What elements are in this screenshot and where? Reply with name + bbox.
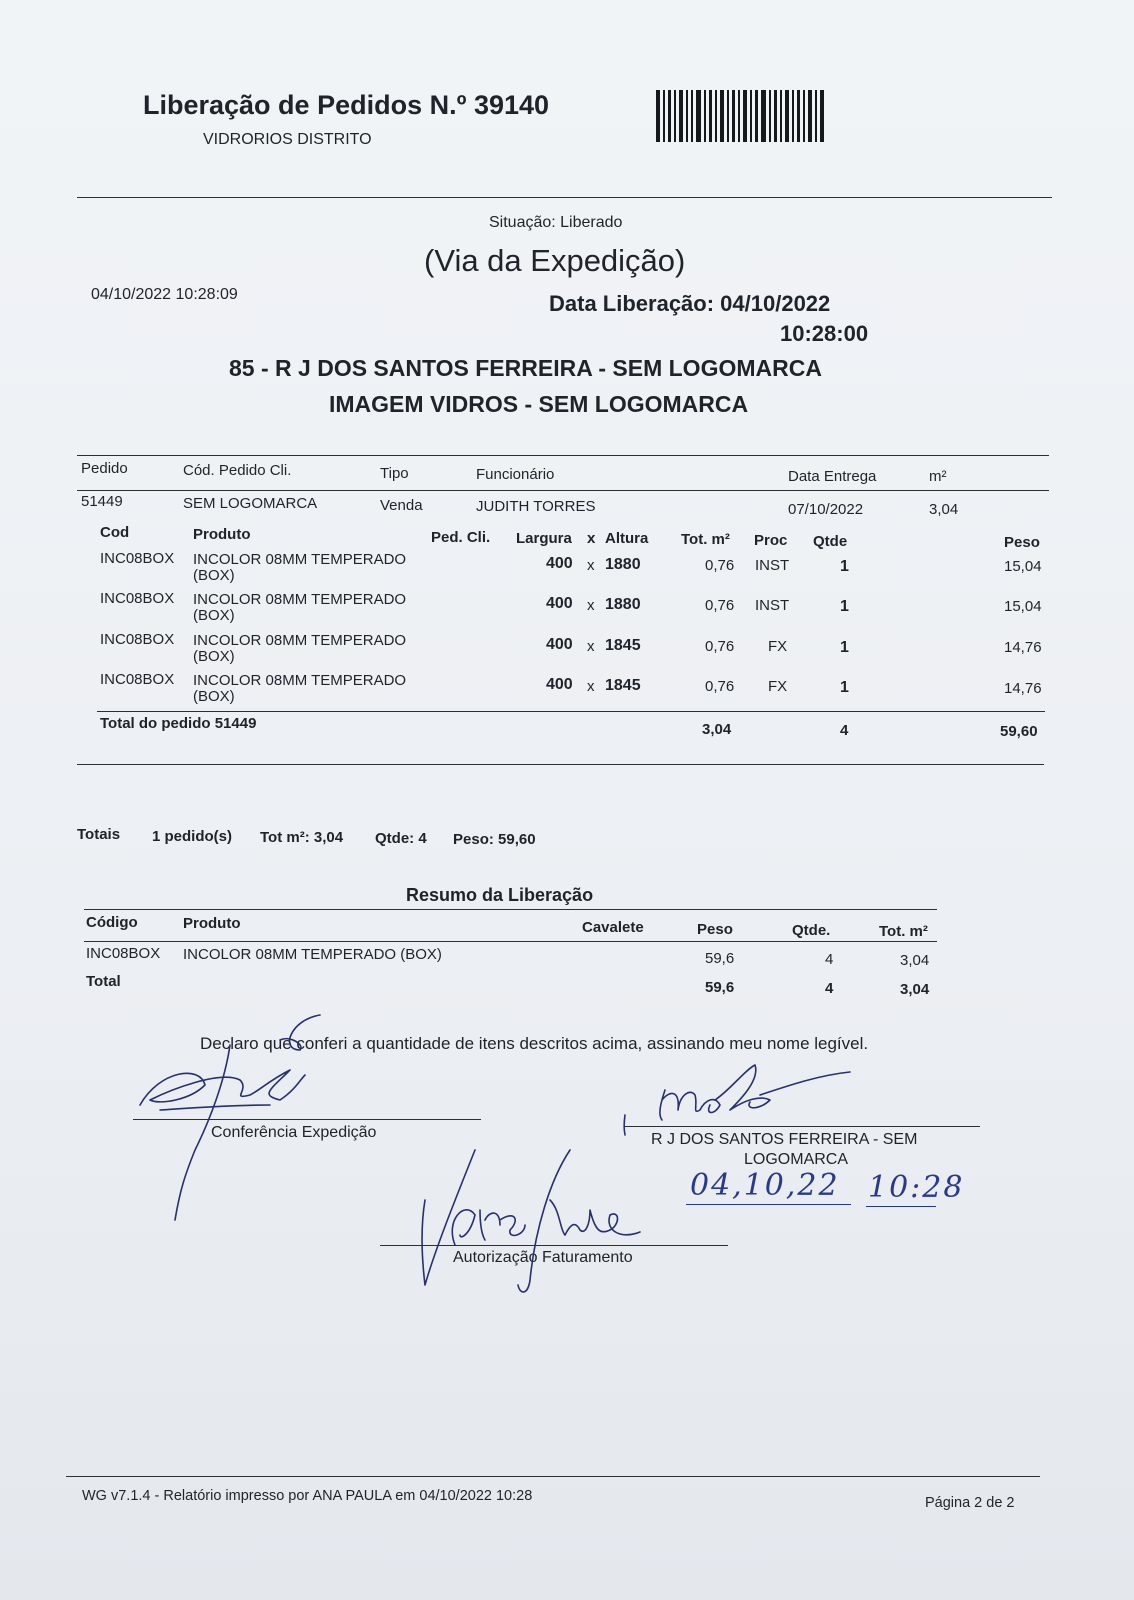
item-altura: 1880 <box>605 596 641 613</box>
item-tot-m2: 0,76 <box>705 678 735 695</box>
summary-col-produto: Produto <box>183 915 241 932</box>
conferencia-signature <box>130 1010 330 1230</box>
order-m2: 3,04 <box>929 501 959 518</box>
item-proc: FX <box>768 678 788 695</box>
summary-title: Resumo da Liberação <box>406 885 594 905</box>
totals-pedidos: 1 pedido(s) <box>152 828 233 845</box>
col-pedido: Pedido <box>81 460 128 477</box>
document-title: Liberação de Pedidos N.º 39140 <box>143 90 550 120</box>
header-divider <box>77 197 1052 198</box>
item-produto: INCOLOR 08MM TEMPERADO <box>193 632 407 649</box>
item-produto: INCOLOR 08MM TEMPERADO <box>193 591 407 608</box>
order-funcionario: JUDITH TORRES <box>476 498 596 515</box>
conferencia-label: Conferência Expedição <box>211 1124 377 1141</box>
summary-total-peso: 59,6 <box>705 979 735 996</box>
items-col-altura: Altura <box>605 530 649 547</box>
item-x: x <box>587 678 595 695</box>
col-cod-pedido-cli: Cód. Pedido Cli. <box>183 462 292 479</box>
order-tipo: Venda <box>380 497 423 514</box>
situation-text: Situação: Liberado <box>489 214 623 231</box>
item-altura: 1880 <box>605 556 641 573</box>
order-data-entrega: 07/10/2022 <box>788 501 864 518</box>
order-total-qtde: 4 <box>840 722 849 739</box>
item-produto: INCOLOR 08MM TEMPERADO <box>193 551 407 568</box>
item-proc: INST <box>755 557 790 574</box>
items-col-peso: Peso <box>1004 534 1040 551</box>
summary-qtde: 4 <box>825 951 834 968</box>
summary-tot-m2: 3,04 <box>900 952 930 969</box>
client-signature <box>620 1060 860 1140</box>
summary-total-label: Total <box>86 973 121 990</box>
item-x: x <box>587 557 595 574</box>
print-timestamp: 04/10/2022 10:28:09 <box>91 286 238 303</box>
footer-printed-by: WG v7.1.4 - Relatório impresso por ANA PAULA em 04/10/2022 10:28 <box>82 1488 533 1504</box>
order-section-end-rule <box>77 764 1044 765</box>
totals-peso: Peso: 59,60 <box>453 831 536 848</box>
client-line-1: 85 - R J DOS SANTOS FERREIRA - SEM LOGOMARCA <box>229 355 822 381</box>
items-col-cod: Cod <box>100 524 130 541</box>
order-table-top-rule <box>77 455 1049 456</box>
summary-codigo: INC08BOX <box>86 945 161 962</box>
items-col-largura: Largura <box>516 530 572 547</box>
item-cod: INC08BOX <box>100 671 175 688</box>
company-name: VIDRORIOS DISTRITO <box>203 131 372 148</box>
item-peso: 15,04 <box>1004 558 1042 575</box>
summary-header-rule <box>84 941 937 942</box>
item-qtde: 1 <box>840 639 849 656</box>
item-largura: 400 <box>546 636 573 653</box>
item-produto-suffix: (BOX) <box>193 648 235 665</box>
summary-produto: INCOLOR 08MM TEMPERADO (BOX) <box>183 946 442 963</box>
via-title: (Via da Expedição) <box>424 243 686 278</box>
item-qtde: 1 <box>840 679 849 696</box>
order-total-peso: 59,60 <box>1000 723 1038 740</box>
item-largura: 400 <box>546 676 573 693</box>
handwritten-time: 10:28 <box>868 1170 965 1205</box>
item-proc: INST <box>755 597 790 614</box>
items-col-produto: Produto <box>193 526 251 543</box>
item-peso: 14,76 <box>1004 639 1042 656</box>
client-line-2: IMAGEM VIDROS - SEM LOGOMARCA <box>329 391 749 417</box>
release-time: 10:28:00 <box>780 321 869 346</box>
footer-page-number: Página 2 de 2 <box>925 1495 1015 1511</box>
barcode <box>656 90 828 144</box>
item-cod: INC08BOX <box>100 631 175 648</box>
item-altura: 1845 <box>605 637 641 654</box>
item-largura: 400 <box>546 555 573 572</box>
handwritten-date: 04,10,22 <box>690 1168 840 1203</box>
client-signature-label-1: R J DOS SANTOS FERREIRA - SEM <box>651 1131 918 1148</box>
item-x: x <box>587 638 595 655</box>
order-total-m2: 3,04 <box>702 721 732 738</box>
items-col-qtde: Qtde <box>813 533 848 550</box>
items-col-ped-cli: Ped. Cli. <box>431 529 491 546</box>
summary-total-qtde: 4 <box>825 980 834 997</box>
items-col-x: x <box>587 530 596 547</box>
item-tot-m2: 0,76 <box>705 557 735 574</box>
summary-col-tot-m2: Tot. m² <box>879 923 928 940</box>
summary-col-qtde: Qtde. <box>792 922 831 939</box>
order-table-header-rule <box>77 490 1049 491</box>
col-tipo: Tipo <box>380 465 409 482</box>
item-produto-suffix: (BOX) <box>193 567 235 584</box>
order-total-label: Total do pedido 51449 <box>100 715 257 732</box>
item-tot-m2: 0,76 <box>705 638 735 655</box>
col-funcionario: Funcionário <box>476 466 555 483</box>
item-produto: INCOLOR 08MM TEMPERADO <box>193 672 407 689</box>
col-m2: m² <box>929 468 947 485</box>
summary-col-cavalete: Cavalete <box>582 919 644 936</box>
order-cod-pedido-cli: SEM LOGOMARCA <box>183 495 318 512</box>
item-produto-suffix: (BOX) <box>193 607 235 624</box>
summary-top-rule <box>84 909 937 910</box>
item-qtde: 1 <box>840 598 849 615</box>
summary-col-codigo: Código <box>86 914 138 931</box>
summary-peso: 59,6 <box>705 950 735 967</box>
item-proc: FX <box>768 638 788 655</box>
item-peso: 15,04 <box>1004 598 1042 615</box>
summary-total-tot-m2: 3,04 <box>900 981 930 998</box>
autorizacao-label: Autorização Faturamento <box>453 1249 633 1266</box>
item-largura: 400 <box>546 595 573 612</box>
handwritten-date-underline <box>686 1204 851 1205</box>
items-col-proc: Proc <box>754 532 788 549</box>
declaration-text: Declaro que conferi a quantidade de itens descritos acima, assinando meu nome legível. <box>200 1034 869 1053</box>
client-signature-label-2: LOGOMARCA <box>744 1151 849 1168</box>
item-qtde: 1 <box>840 558 849 575</box>
item-altura: 1845 <box>605 677 641 694</box>
totals-qtde: Qtde: 4 <box>375 830 427 847</box>
item-cod: INC08BOX <box>100 550 175 567</box>
totals-label: Totais <box>77 826 121 843</box>
handwritten-time-underline <box>866 1206 936 1207</box>
item-tot-m2: 0,76 <box>705 597 735 614</box>
totals-m2: Tot m²: 3,04 <box>260 829 344 846</box>
item-x: x <box>587 597 595 614</box>
item-produto-suffix: (BOX) <box>193 688 235 705</box>
autorizacao-signature <box>400 1140 650 1290</box>
items-col-tot-m2: Tot. m² <box>681 531 730 548</box>
col-data-entrega: Data Entrega <box>788 468 877 485</box>
item-cod: INC08BOX <box>100 590 175 607</box>
order-pedido: 51449 <box>81 493 123 510</box>
item-peso: 14,76 <box>1004 680 1042 697</box>
summary-col-peso: Peso <box>697 921 733 938</box>
release-date: Data Liberação: 04/10/2022 <box>549 291 831 316</box>
items-total-rule <box>97 711 1045 712</box>
footer-rule <box>66 1476 1040 1477</box>
